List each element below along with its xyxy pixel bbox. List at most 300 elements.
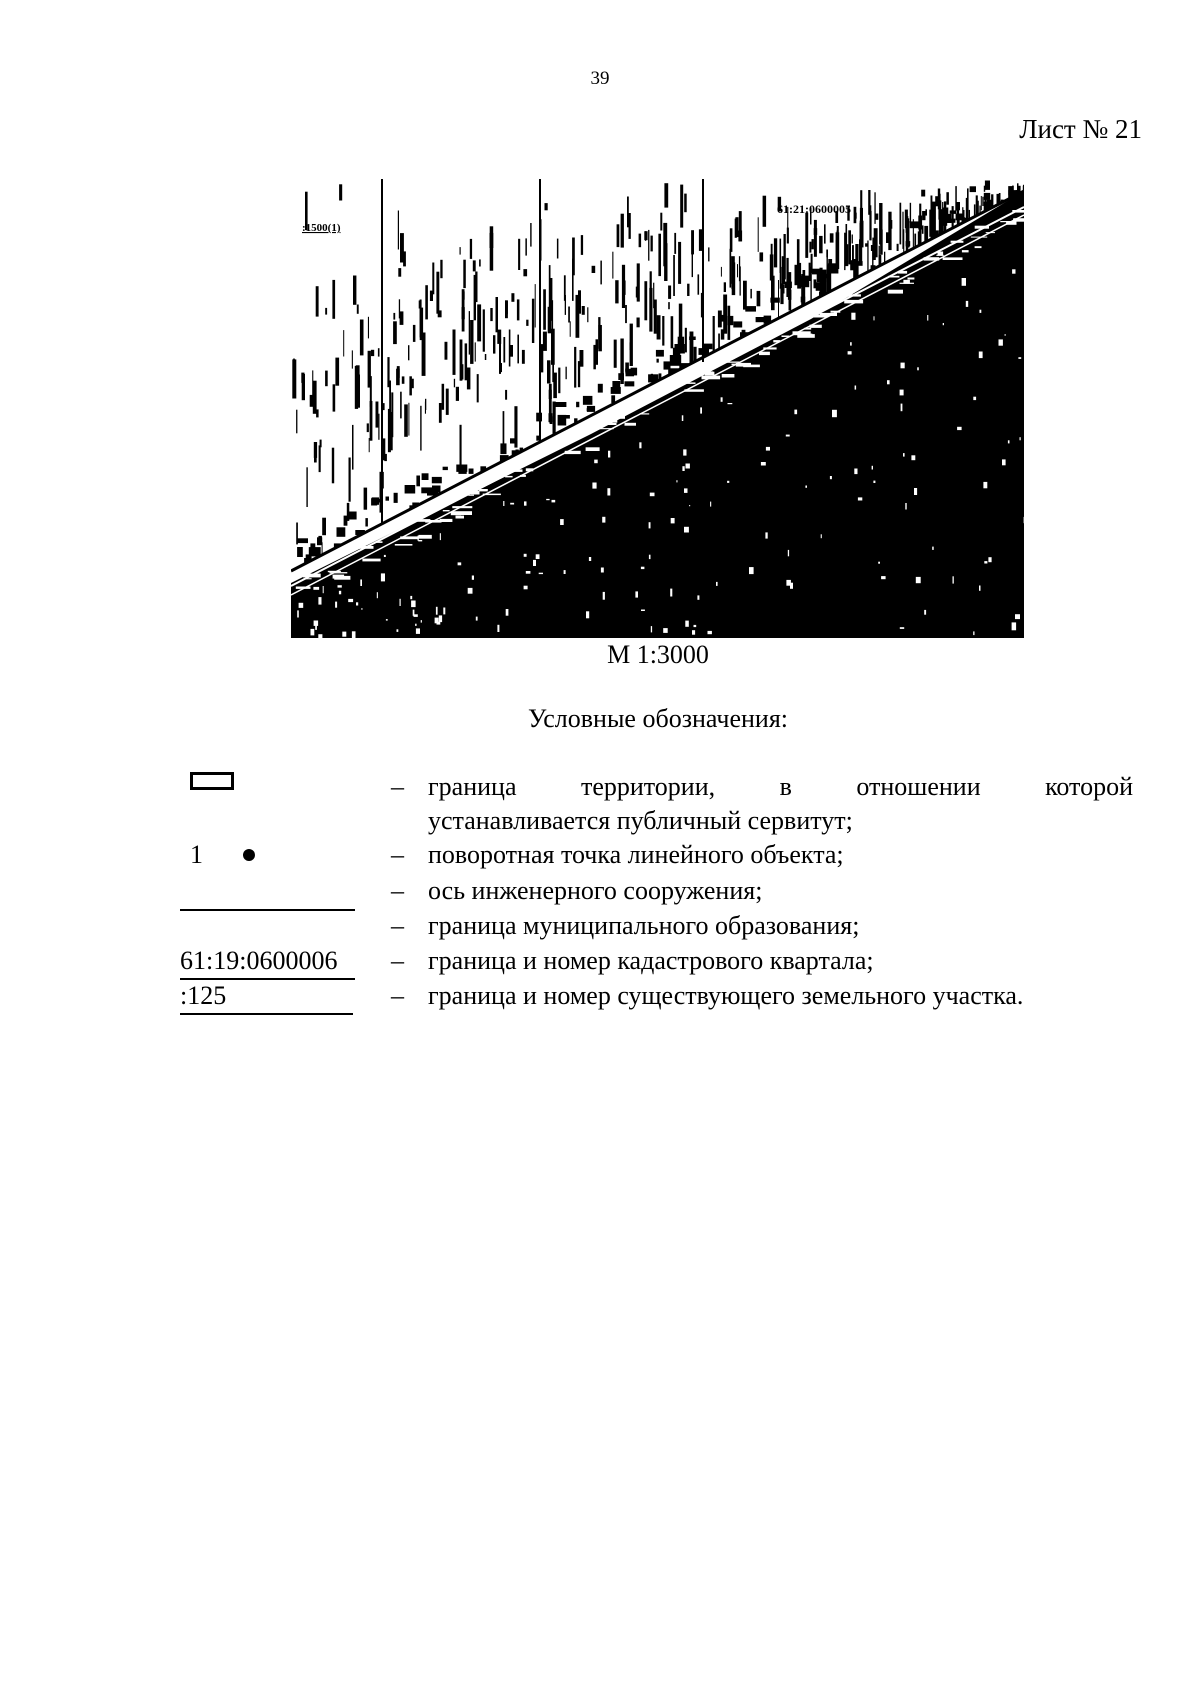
map-vegetation-mark	[874, 228, 878, 257]
legend-description-line-2: устанавливается публичный сервитут;	[428, 806, 853, 835]
map-vegetation-mark	[517, 299, 520, 320]
map-vegetation-mark	[582, 306, 585, 315]
map-terrain-speck	[564, 570, 566, 574]
map-vegetation-mark	[760, 252, 764, 261]
map-terrain-speck	[805, 486, 807, 488]
map-terrain-speck	[821, 534, 822, 538]
map-edge-mark	[657, 359, 659, 363]
map-vegetation-mark	[332, 448, 334, 484]
map-vegetation-mark	[440, 260, 442, 278]
map-edge-mark	[675, 344, 685, 354]
map-vegetation-mark	[393, 321, 397, 344]
map-vegetation-mark	[902, 212, 903, 249]
map-vegetation-mark	[420, 308, 423, 341]
map-vegetation-mark	[844, 233, 845, 270]
map-edge-mark	[416, 476, 420, 487]
map-terrain-speck	[980, 310, 982, 313]
map-vegetation-mark	[517, 335, 519, 364]
map-vegetation-mark	[376, 402, 379, 428]
map-vegetation-mark	[367, 423, 369, 432]
map-edge-mark	[422, 473, 429, 480]
map-vegetation-mark	[846, 224, 848, 257]
map-terrain-speck	[916, 577, 921, 583]
map-terrain-speck	[639, 442, 641, 448]
map-vegetation-mark	[614, 340, 617, 368]
map-road-speck	[962, 250, 969, 252]
legend-title: Условные обозначения:	[527, 704, 789, 733]
map-vegetation-mark	[629, 213, 631, 239]
map-vegetation-mark	[938, 194, 940, 220]
map-vegetation-mark	[349, 458, 351, 502]
map-vegetation-mark	[398, 211, 399, 250]
map-vegetation-mark	[757, 291, 761, 306]
map-vegetation-mark	[545, 203, 548, 210]
map-vegetation-mark	[574, 347, 576, 388]
map-terrain-speck	[855, 386, 857, 390]
map-terrain-speck	[649, 522, 651, 528]
map-vegetation-mark	[581, 235, 583, 255]
map-edge-mark	[576, 402, 579, 407]
map-edge-mark	[612, 381, 620, 390]
map-vegetation-mark	[921, 190, 925, 197]
map-vegetation-mark	[432, 263, 434, 295]
map-vegetation-mark	[826, 250, 828, 258]
map-edge-mark	[432, 477, 442, 483]
map-terrain-speck	[603, 592, 605, 600]
municipal-boundary-line-icon	[180, 909, 355, 911]
map-terrain-speck	[917, 367, 919, 370]
map-terrain-speck	[830, 476, 832, 479]
map-vegetation-mark	[621, 214, 624, 248]
map-edge-mark	[727, 316, 733, 325]
legend-item-servitude-boundary	[180, 770, 1133, 838]
map-edge-mark	[788, 290, 792, 300]
map-vegetation-mark	[750, 289, 752, 299]
map-edge-mark	[394, 493, 398, 503]
map-terrain-speck	[850, 342, 852, 345]
map-vegetation-mark	[402, 376, 405, 383]
map-terrain-speck	[1018, 357, 1021, 359]
map-road-speck	[888, 290, 903, 294]
map-edge-mark	[310, 543, 315, 552]
map-edge-mark	[618, 373, 624, 380]
map-edge-mark	[344, 516, 348, 526]
map-edge-mark	[970, 186, 976, 192]
map-vegetation-mark	[473, 260, 476, 271]
map-terrain-speck	[694, 625, 697, 627]
map-terrain-speck	[439, 615, 442, 622]
map-vegetation-mark	[678, 242, 681, 284]
map-vegetation-mark	[699, 229, 703, 251]
map-terrain-speck	[727, 481, 729, 483]
map-vegetation-mark	[445, 342, 448, 360]
map-vegetation-mark	[352, 350, 353, 368]
map-terrain-speck	[361, 608, 362, 610]
map-terrain-speck	[786, 435, 790, 437]
map-terrain-speck	[503, 501, 504, 506]
map-vegetation-mark	[650, 271, 652, 295]
map-terrain-speck	[700, 407, 702, 413]
map-vegetation-mark	[479, 259, 481, 266]
map-vegetation-mark	[453, 330, 456, 375]
map-vegetation-mark	[465, 343, 468, 380]
map-vegetation-mark	[378, 348, 380, 356]
map-vegetation-mark	[946, 192, 949, 205]
map-terrain-speck	[684, 488, 688, 493]
map-terrain-speck	[601, 568, 604, 573]
map-terrain-speck	[794, 410, 797, 415]
map-vegetation-mark	[493, 335, 495, 353]
map-vegetation-mark	[474, 275, 476, 320]
map-terrain-speck	[1015, 614, 1020, 619]
map-vegetation-mark	[578, 290, 581, 313]
map-terrain-speck	[676, 480, 677, 482]
map-vegetation-mark	[876, 214, 879, 220]
map-vegetation-mark	[364, 488, 368, 510]
map-vegetation-mark	[644, 281, 647, 320]
map-edge-mark	[317, 537, 322, 545]
map-terrain-speck	[315, 625, 317, 630]
legend-symbol-line	[180, 909, 355, 943]
map-vegetation-mark	[837, 231, 838, 258]
map-vegetation-mark	[596, 339, 599, 365]
map-vegetation-mark	[900, 203, 902, 245]
map-terrain-speck	[786, 580, 791, 586]
map-terrain-speck	[339, 591, 341, 595]
map-terrain-speck	[384, 555, 386, 557]
map-vegetation-mark	[784, 252, 785, 266]
map-road-speck	[443, 510, 450, 511]
map-terrain-speck	[984, 561, 987, 563]
map-terrain-speck	[962, 278, 966, 286]
map-terrain-speck	[510, 503, 514, 505]
map-terrain-speck	[594, 460, 598, 464]
map-terrain-speck	[751, 567, 753, 573]
map-road-speck	[572, 434, 579, 437]
map-vegetation-mark	[370, 376, 372, 407]
map-vegetation-mark	[771, 276, 775, 311]
map-terrain-speck	[524, 554, 527, 557]
map-edge-mark	[500, 443, 506, 454]
map-vegetation-mark	[639, 234, 642, 248]
map-terrain-speck	[1005, 334, 1006, 335]
cadastral-quarter-number: 61:19:0600006	[180, 944, 355, 980]
map-edge-mark	[337, 527, 346, 537]
map-vegetation-mark	[518, 239, 520, 270]
map-edge-mark	[348, 512, 357, 520]
map-road-speck	[908, 278, 915, 280]
sheet-label: Лист № 21	[1019, 114, 1142, 144]
map-vegetation-mark	[409, 376, 412, 395]
map-vegetation-mark	[293, 359, 295, 388]
map-vegetation-mark	[412, 379, 414, 389]
map-edge-mark	[798, 276, 809, 284]
map-terrain-speck	[533, 560, 536, 566]
map-vegetation-mark	[543, 332, 547, 351]
legend-symbol-quarter	[180, 944, 355, 978]
map-vegetation-mark	[657, 315, 661, 339]
map-vegetation-mark	[645, 231, 646, 241]
map-vegetation-mark	[648, 230, 649, 261]
map-vegetation-mark	[814, 228, 818, 235]
map-terrain-speck	[435, 618, 439, 624]
map-terrain-speck	[476, 617, 478, 621]
legend-symbol-parcel	[180, 979, 355, 1013]
map-edge-mark	[510, 438, 515, 443]
map-vegetation-mark	[805, 213, 808, 258]
map-edge-mark	[432, 486, 441, 493]
map-terrain-speck	[874, 316, 875, 320]
map-terrain-speck	[854, 469, 857, 475]
legend-description: граница муниципального образования;	[428, 911, 860, 940]
legend-description: граница и номер кадастрового квартала;	[428, 946, 874, 975]
map-vegetation-mark	[530, 223, 531, 247]
map-vegetation-mark	[730, 249, 732, 288]
map-vegetation-mark	[553, 373, 557, 399]
map-vegetation-mark	[910, 203, 911, 223]
map-terrain-speck	[589, 557, 591, 561]
map-vegetation-mark	[543, 289, 546, 330]
map-vegetation-mark	[383, 438, 386, 460]
map-terrain-speck	[323, 586, 324, 593]
map-terrain-speck	[650, 493, 655, 497]
map-vegetation-mark	[400, 311, 404, 325]
map-terrain-speck	[546, 499, 549, 500]
point-number: 1	[190, 840, 203, 869]
map-terrain-speck	[360, 580, 362, 587]
map-road-speck	[903, 280, 910, 284]
map-terrain-speck	[397, 629, 399, 632]
map-terrain-speck	[342, 632, 346, 637]
map-vegetation-mark	[738, 231, 742, 242]
map-vegetation-mark	[477, 374, 479, 402]
map-vegetation-mark	[570, 321, 571, 337]
map-edge-mark	[987, 200, 993, 205]
map-vegetation-mark	[922, 225, 924, 233]
legend-item-turning-point	[180, 838, 1133, 872]
map-vegetation-mark	[301, 373, 304, 383]
map-terrain-speck	[635, 591, 638, 597]
map-vegetation-mark	[462, 291, 464, 299]
map-terrain-speck	[873, 481, 875, 483]
map-vegetation-mark	[658, 234, 661, 276]
map-vegetation-mark	[637, 318, 640, 328]
map-vegetation-mark	[499, 339, 501, 374]
map-vegetation-mark	[668, 302, 670, 309]
map-vegetation-mark	[497, 330, 501, 344]
map-terrain-speck	[708, 631, 712, 634]
map-terrain-speck	[608, 451, 610, 458]
map-edge-mark	[549, 413, 553, 422]
map-terrain-speck	[927, 315, 928, 321]
map-vegetation-mark	[797, 239, 800, 282]
map-terrain-speck	[682, 415, 684, 421]
map-road-speck	[362, 559, 380, 562]
map-vegetation-mark	[316, 286, 319, 316]
map-terrain-speck	[560, 519, 564, 525]
map-vegetation-mark	[503, 337, 505, 363]
map-road-speck	[625, 423, 637, 426]
map-edge-mark	[555, 402, 567, 407]
map-terrain-speck	[663, 628, 668, 633]
map-vegetation-mark	[598, 325, 602, 351]
map-edge-mark	[985, 181, 990, 190]
map-terrain-speck	[911, 455, 915, 460]
legend-dash: –	[391, 946, 404, 975]
map-edge-mark	[583, 396, 593, 405]
map-terrain-speck	[602, 517, 605, 523]
map-vegetation-mark	[368, 317, 369, 339]
map-edge-mark	[721, 329, 725, 339]
map-vegetation-mark	[296, 410, 297, 434]
map-vegetation-mark	[637, 263, 640, 301]
map-vegetation-mark	[879, 203, 882, 245]
map-vegetation-mark	[549, 390, 552, 399]
map-vegetation-mark	[325, 308, 327, 315]
map-vegetation-mark	[505, 390, 507, 400]
map-vegetation-mark	[664, 243, 667, 281]
map-road-speck	[586, 447, 600, 451]
map-vegetation-mark	[419, 301, 420, 309]
map-road-speck	[697, 372, 701, 373]
map-vegetation-mark	[662, 316, 664, 346]
map-edge-mark	[785, 282, 792, 288]
map-edge-mark	[625, 381, 635, 386]
map-terrain-speck	[607, 488, 610, 495]
map-vegetation-mark	[548, 307, 552, 334]
map-vegetation-mark	[496, 297, 499, 332]
map-road-speck	[943, 257, 963, 260]
map-terrain-speck	[966, 301, 968, 307]
map-terrain-speck	[318, 634, 322, 638]
map-vegetation-mark	[332, 280, 335, 319]
map-terrain-speck	[436, 607, 438, 615]
map-terrain-speck	[414, 614, 418, 617]
map-terrain-speck	[683, 449, 686, 455]
map-vegetation-mark	[592, 266, 596, 273]
map-vegetation-mark	[485, 354, 487, 360]
map-road-speck	[743, 365, 760, 368]
map-terrain-speck	[649, 555, 651, 559]
map-vegetation-mark	[404, 404, 408, 436]
map-vegetation-mark	[743, 281, 747, 310]
map-vegetation-mark	[475, 342, 476, 361]
map-vegetation-mark	[735, 219, 737, 238]
map-terrain-speck	[386, 619, 388, 621]
map-vegetation-mark	[511, 293, 514, 302]
map-road-speck	[975, 246, 982, 248]
map-vegetation-mark	[625, 305, 627, 323]
map-vegetation-mark	[740, 266, 741, 295]
legend-description: ось инженерного сооружения;	[428, 876, 763, 905]
map-terrain-speck	[1008, 440, 1010, 443]
map-vegetation-mark	[314, 457, 317, 463]
boundary-rectangle-icon	[190, 772, 234, 790]
map-vegetation-mark	[812, 239, 814, 249]
map-edge-mark	[678, 337, 684, 346]
map-vegetation-mark	[425, 285, 428, 319]
map-vegetation-mark	[333, 384, 336, 411]
map-vegetation-mark	[684, 194, 687, 213]
map-terrain-speck	[443, 608, 445, 615]
map-terrain-speck	[686, 464, 690, 469]
map-label-left: :1500(1)	[302, 222, 341, 234]
map-terrain-speck	[1012, 622, 1017, 630]
map-edge-mark	[781, 285, 785, 294]
map-vegetation-mark	[357, 305, 359, 314]
map-vegetation-mark	[408, 345, 409, 360]
map-vegetation-mark	[612, 252, 613, 279]
map-terrain-speck	[318, 597, 321, 605]
map-vegetation-mark	[692, 242, 693, 277]
map-terrain-speck	[900, 390, 904, 396]
map-edge-mark	[865, 243, 868, 246]
map-vegetation-mark	[848, 230, 851, 264]
map-vegetation-mark	[685, 328, 687, 353]
map-edge-mark	[421, 487, 432, 493]
map-vegetation-mark	[981, 196, 982, 210]
map-terrain-speck	[297, 610, 299, 617]
map-terrain-speck	[418, 540, 422, 541]
map-terrain-speck	[851, 313, 855, 320]
map-edge-mark	[469, 469, 474, 474]
map-edge-mark	[857, 261, 863, 266]
map-vegetation-mark	[393, 313, 395, 320]
map-terrain-speck	[881, 576, 886, 579]
map-edge-mark	[656, 350, 664, 357]
map-vegetation-mark	[526, 320, 528, 326]
map-terrain-speck	[472, 576, 474, 580]
legend-item-land-parcel	[180, 979, 1133, 1013]
map-terrain-speck	[901, 404, 903, 412]
map-vegetation-mark	[664, 183, 668, 207]
legend-item-municipal-boundary	[180, 909, 1133, 943]
map-vegetation-mark	[819, 236, 823, 253]
map-edge-mark	[801, 297, 806, 303]
map-vegetation-mark	[522, 350, 525, 364]
map-vegetation-mark	[708, 247, 709, 261]
map-terrain-speck	[761, 462, 766, 466]
map-vegetation-mark	[897, 244, 899, 251]
map-terrain-speck	[682, 466, 684, 471]
map-vegetation-mark	[566, 367, 567, 380]
map-edge-mark	[956, 214, 964, 221]
map-vegetation-mark	[627, 197, 629, 228]
map-terrain-speck	[1002, 459, 1006, 465]
map-terrain-speck	[878, 562, 880, 564]
map-terrain-speck	[858, 497, 862, 500]
map-vegetation-mark	[460, 364, 463, 379]
land-parcel-number: :125	[180, 979, 353, 1015]
map-edge-mark	[756, 317, 768, 322]
map-vegetation-mark	[890, 220, 893, 229]
map-vegetation-mark	[400, 392, 402, 419]
map-vegetation-mark	[827, 254, 828, 291]
map-edge-mark	[906, 241, 911, 246]
map-terrain-speck	[524, 586, 528, 590]
map-terrain-speck	[671, 518, 675, 523]
map-terrain-speck	[592, 483, 596, 489]
map-vegetation-mark	[319, 445, 321, 472]
map-vegetation-mark	[436, 272, 439, 314]
legend-item-engineering-axis	[180, 874, 1133, 908]
map-edge-mark	[770, 298, 779, 303]
map-vegetation-mark	[578, 361, 580, 387]
map-edge-mark	[984, 193, 990, 200]
map-terrain-speck	[697, 595, 699, 599]
map-vegetation-mark	[446, 389, 449, 415]
map-vegetation-mark	[615, 280, 618, 303]
